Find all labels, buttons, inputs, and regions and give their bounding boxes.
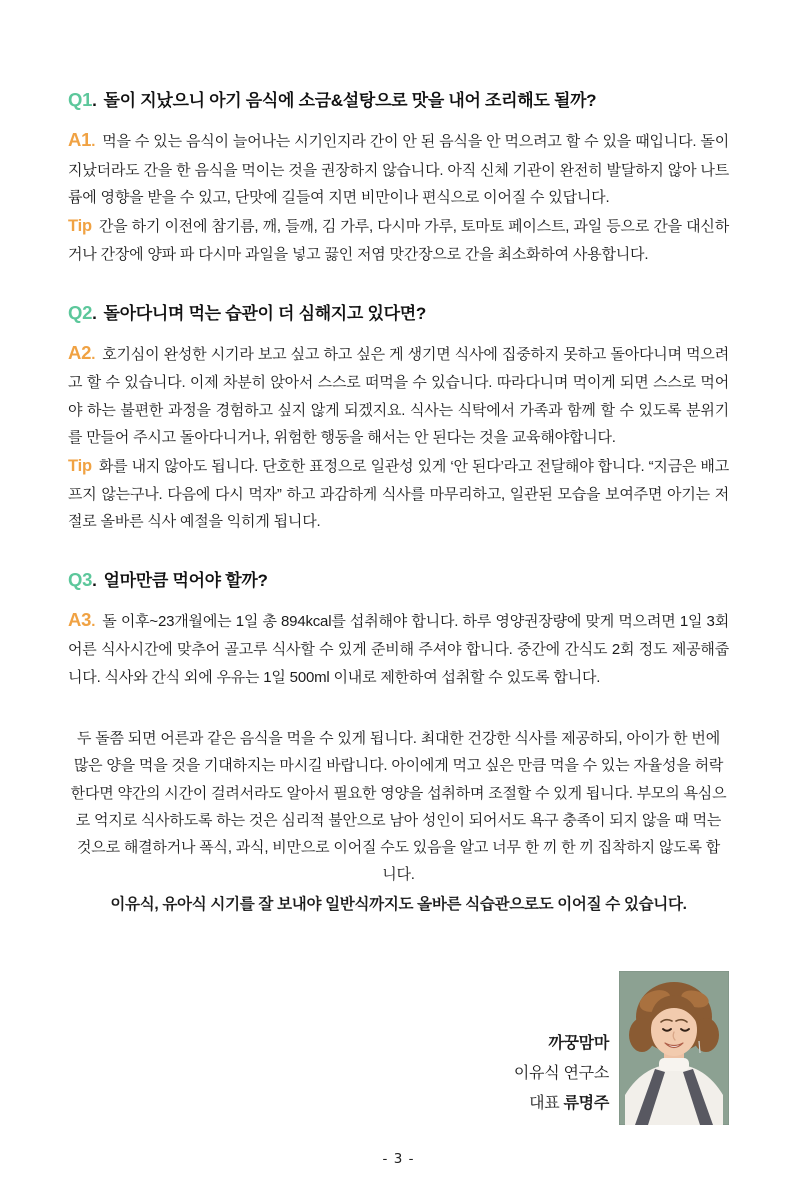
author-organization: 이유식 연구소	[513, 1064, 609, 1082]
portrait-illustration	[619, 971, 729, 1125]
answer-3-dot: .	[91, 612, 96, 630]
question-3-label: Q3	[68, 568, 93, 590]
author-portrait-photo	[619, 971, 729, 1125]
author-role-line	[514, 1089, 609, 1119]
closing-paragraph: 두 돌쯤 되면 어른과 같은 음식을 먹을 수 있게 됩니다. 최대한 건강한 식사를 제공하되, 아이가 한 번에 많은 양을 먹을 것을 기대하지는 마시길 바랍니다. 아이에게 먹고 싶은 만큼 먹을 수 있는 자율성을 허락한다면 약간의 시간이 걸려서라도 알아서 필요한 영양을 섭취하며 조절할 수 있게 됩니다. 부모의 욕심으로 억지로 식사하도록 하는 것은 심리적 불안으로 남아 성인이 되어서도 욕구 충족이 되지 않을 때 먹는 것으로 해결하거나 폭식, 과식, 비만으로 이어질 수도 있음을 알고 너무 한 끼 한 끼 집착하지 않도록 합니다.	[70, 729, 727, 884]
qa-section-2	[68, 299, 729, 536]
question-1-title: 돌이 지났으니 아기 음식에 소금&설탕으로 맛을 내어 조리해도 될까?	[103, 91, 597, 110]
answer-1-text: 먹을 수 있는 음식이 늘어나는 시기인지라 간이 안 된 음식을 안 먹으려고 할 수 있을 때입니다. 돌이 지났더라도 간을 한 음식을 먹이는 것을 권장하지 않습니다. 아직 신체 기관이 완전히 발달하지 않아 나트륨에 영향을 받을 수 있고, 단맛에 길들여 지면 비만이나 편식으로 이어질 수 있답니다.	[68, 133, 729, 206]
answer-1-paragraph	[68, 123, 729, 211]
closing-highlight: 이유식, 유아식 시기를 잘 보내야 일반식까지도 올바른 식습관으로도 이어질 수 있습니다.	[110, 895, 687, 913]
author-text-block	[514, 1029, 609, 1125]
question-3-dot: .	[92, 570, 97, 590]
tip-1-text: 간을 하기 이전에 참기름, 깨, 들깨, 김 가루, 다시마 가루, 토마토 페이스트, 과일 등으로 간을 대신하거나 간장에 양파 파 다시마 과일을 넣고 끓인 저염 맛간장으로 간을 최소화하여 사용합니다.	[68, 218, 729, 264]
question-3-title: 얼마만큼 먹어야 할까?	[103, 570, 268, 590]
tip-2-label: Tip	[68, 457, 92, 476]
question-1-heading	[68, 86, 729, 111]
answer-3-label: A3	[68, 608, 92, 630]
qa-section-1	[68, 86, 729, 269]
tip-1-label: Tip	[68, 217, 92, 236]
question-2-dot: .	[92, 303, 97, 323]
answer-2-paragraph	[68, 336, 729, 452]
author-brand: 까꿍맘마	[548, 1034, 609, 1052]
author-role: 대표	[529, 1094, 560, 1112]
tip-2-paragraph	[68, 451, 729, 536]
question-2-title: 돌아다니며 먹는 습관이 더 심해지고 있다면?	[103, 303, 426, 323]
answer-2-dot: .	[91, 345, 96, 363]
tip-1-paragraph	[68, 211, 729, 268]
answer-3-text: 돌 이후~23개월에는 1일 총 894kcal를 섭취해야 합니다. 하루 영양권장량에 맞게 먹으려면 1일 3회 어른 식사시간에 맞추어 골고루 식사할 수 있게 준비해 주셔야 합니다. 중간에 간식도 2회 정도 제공해줍니다. 식사와 간식 외에 우유는 1일 500ml 이내로 제한하여 섭취할 수 있도록 합니다.	[68, 612, 729, 686]
answer-2-label: A2	[68, 341, 92, 363]
page-number: - 3 -	[382, 1150, 415, 1167]
question-3-heading	[68, 566, 729, 591]
author-block	[68, 971, 729, 1125]
question-1-label: Q1	[68, 89, 93, 110]
answer-1-label: A1	[68, 129, 92, 150]
question-2-label: Q2	[68, 301, 93, 323]
question-1-dot: .	[92, 91, 97, 110]
answer-3-paragraph	[68, 603, 729, 691]
answer-1-dot: .	[91, 133, 96, 150]
qa-section-3	[68, 566, 729, 691]
tip-2-text: 화를 내지 않아도 됩니다. 단호한 표정으로 일관성 있게 ‘안 된다’라고 전달해야 합니다. “지금은 배고프지 않는구나. 다음에 다시 먹자” 하고 과감하게 식사를 마무리하고, 일관된 모습을 보여주면 아기는 저절로 올바른 식사 예절을 익히게 됩니다.	[68, 458, 729, 531]
question-2-heading	[68, 299, 729, 324]
answer-2-text: 호기심이 완성한 시기라 보고 싶고 하고 싶은 게 생기면 식사에 집중하지 못하고 돌아다니며 먹으려고 할 수 있습니다. 이제 차분히 앉아서 스스로 떠먹을 수 있습니다. 따라다니며 먹이게 되면 스스로 먹어야 하는 불편한 과정을 경험하고 싶지 않게 되겠지요. 식사는 식탁에서 가족과 함께 할 수 있도록 분위기를 만들어 주시고 돌아다니거나, 위험한 행동을 해서는 안 된다는 것을 교육해야합니다.	[68, 345, 729, 446]
author-name: 류명주	[563, 1094, 609, 1112]
